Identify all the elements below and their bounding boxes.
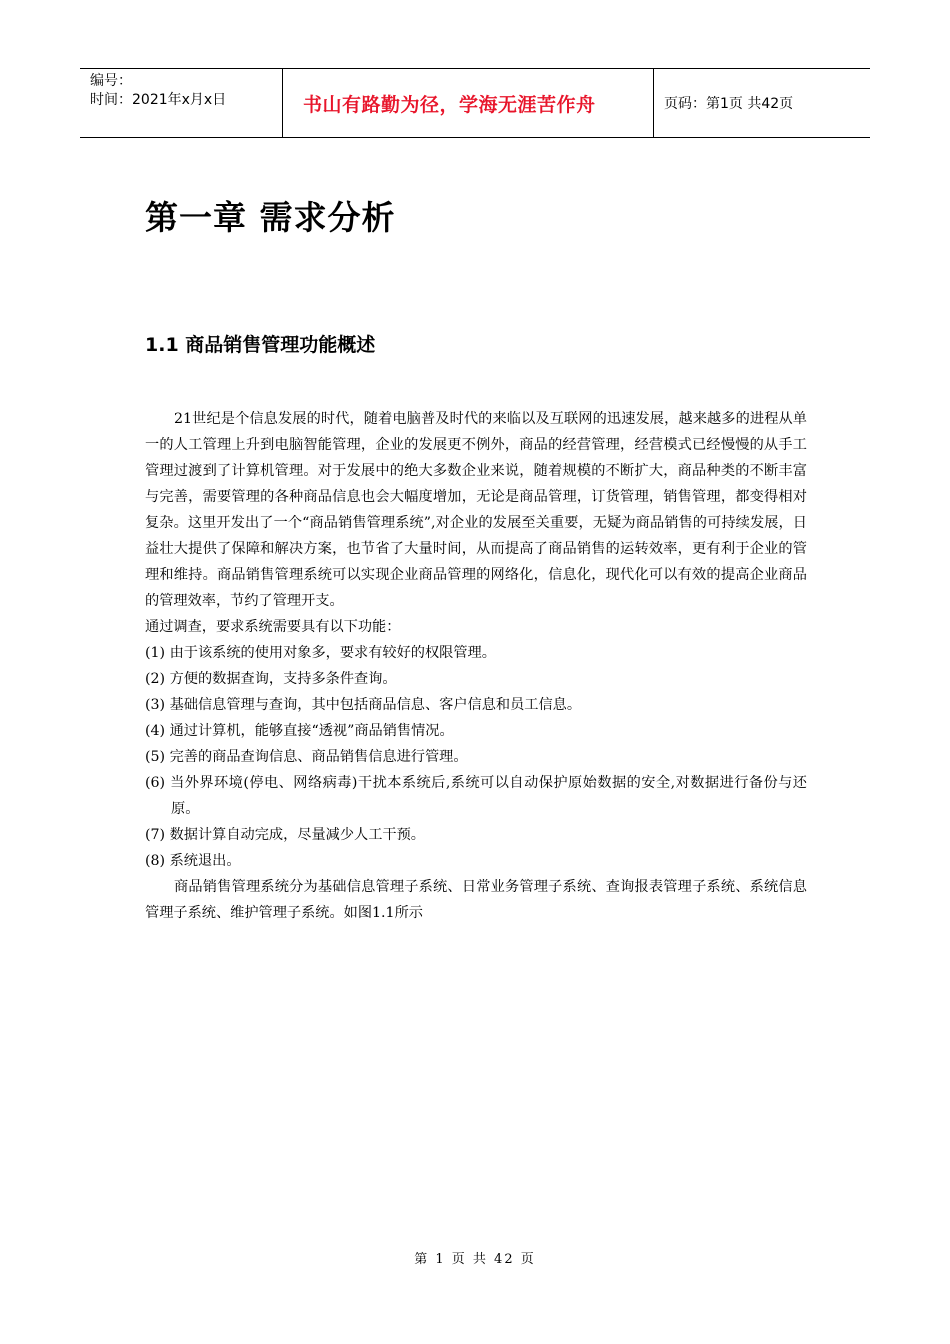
requirements-lead: 通过调查，要求系统需要具有以下功能： — [145, 619, 401, 635]
requirement-item: (4) 通过计算机，能够直接“透视”商品销售情况。 — [145, 723, 454, 739]
page-footer: 第 1 页 共 42 页 — [414, 1252, 536, 1267]
closing-paragraph: 商品销售管理系统分为基础信息管理子系统、日常业务管理子系统、查询报表管理子系统、系统信息管理子系统、维护管理子系统。如图1.1所示 — [145, 879, 807, 921]
requirement-item: (1) 由于该系统的使用对象多，要求有较好的权限管理。 — [145, 645, 496, 661]
document-number-label: 编号： — [90, 73, 132, 89]
requirement-item: (2) 方便的数据查询，支持多条件查询。 — [145, 671, 397, 687]
requirement-item: (6) 当外界环境(停电、网络病毒)干扰本系统后,系统可以自动保护原始数据的安全,对数据进行备份与还原。 — [145, 775, 807, 817]
chapter-title: 第一章 需求分析 — [145, 198, 396, 237]
header-meta — [80, 69, 282, 137]
body-content — [145, 406, 807, 926]
header-motto: 书山有路勤为径，学海无涯苦作舟 — [303, 93, 596, 116]
document-date: 时间：2021年x月x日 — [90, 92, 227, 108]
intro-paragraph: 21世纪是个信息发展的时代，随着电脑普及时代的来临以及互联网的迅速发展，越来越多的进程从单一的人工管理上升到电脑智能管理，企业的发展更不例外，商品的经营管理，经营模式已经慢慢的从手工管理过渡到了计算机管理。对于发展中的绝大多数企业来说，随着规模的不断扩大，商品种类的不断丰富与完善，需要管理的各种商品信息也会大幅度增加，无论是商品管理，订货管理，销售管理，都变得相对复杂。这里开发出了一个“商品销售管理系统”,对企业的发展至关重要，无疑为商品销售的可持续发展，日益壮大提供了保障和解决方案，也节省了大量时间，从而提高了商品销售的运转效率，更有利于企业的管理和维持。商品销售管理系统可以实现企业商品管理的网络化，信息化，现代化可以有效的提高企业商品的管理效率，节约了管理开支。 — [145, 411, 807, 609]
requirement-item: (8) 系统退出。 — [145, 853, 241, 869]
requirement-item: (5) 完善的商品查询信息、商品销售信息进行管理。 — [145, 749, 468, 765]
header-page-info-cell — [654, 69, 870, 137]
section-title: 1.1 商品销售管理功能概述 — [145, 334, 376, 356]
document-header — [80, 68, 870, 138]
requirement-item: (7) 数据计算自动完成，尽量减少人工干预。 — [145, 827, 425, 843]
header-page-info: 页码：第1页 共42页 — [664, 96, 794, 112]
requirement-item: (3) 基础信息管理与查询，其中包括商品信息、客户信息和员工信息。 — [145, 697, 582, 713]
header-motto-cell — [282, 69, 654, 137]
